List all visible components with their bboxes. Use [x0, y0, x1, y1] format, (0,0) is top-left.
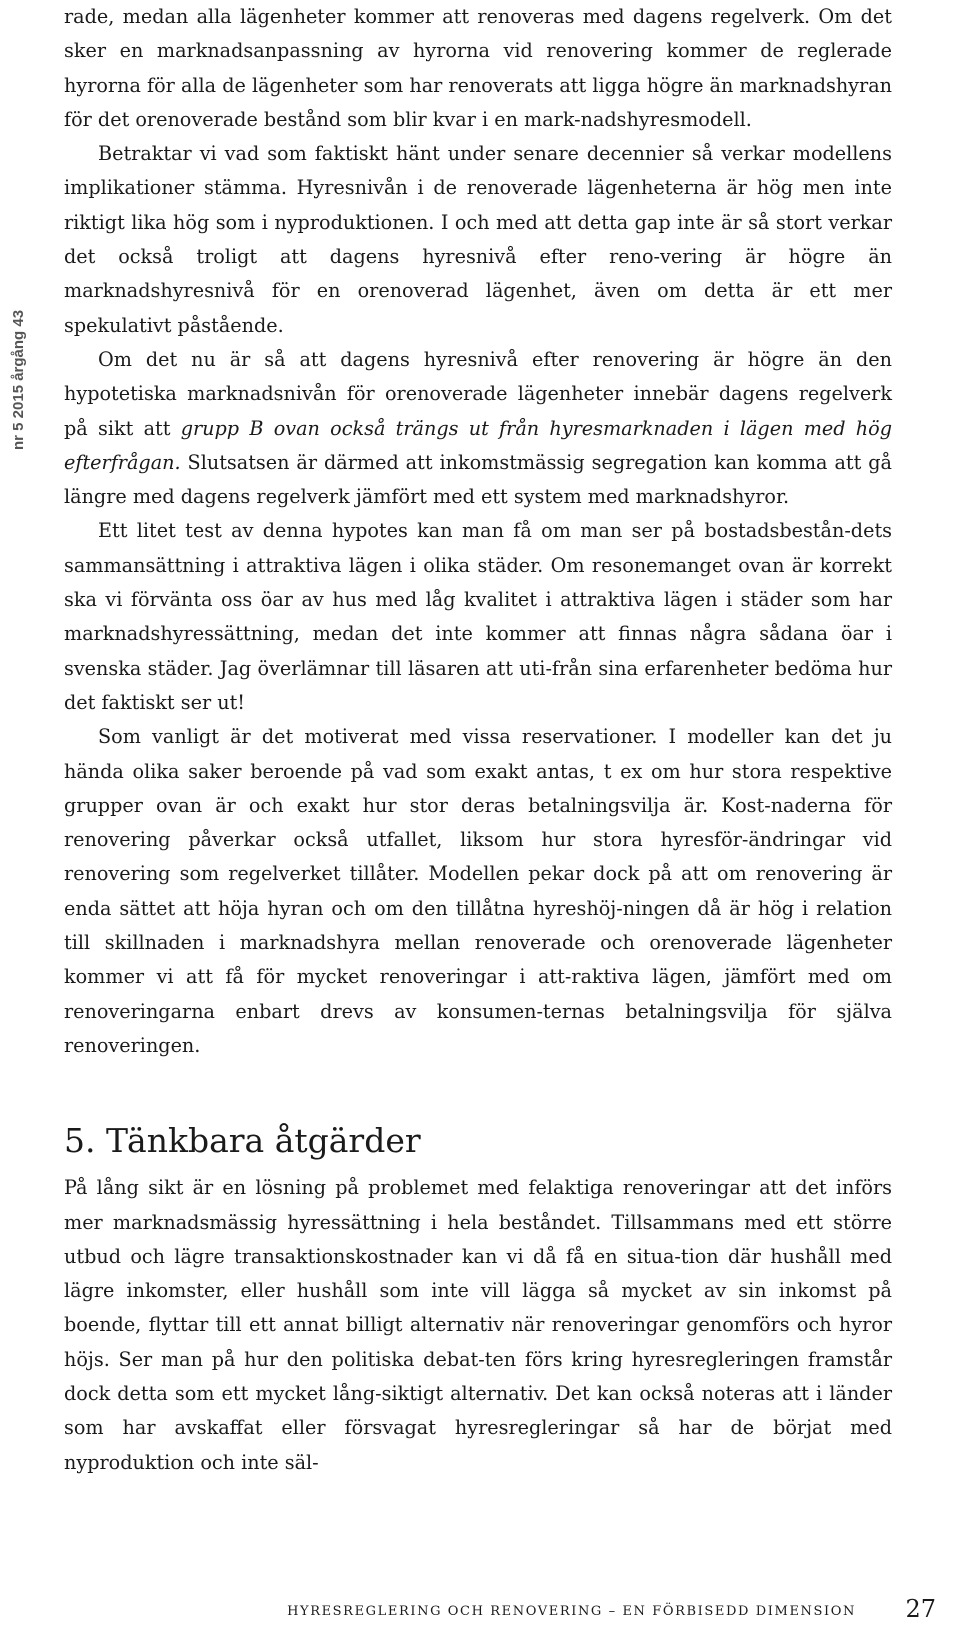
article-body — [64, 0, 892, 1480]
paragraph-3-start: Om det nu är så att dagens hyresnivå efter renovering är högre än den hypotetiska marknadsnivån för orenoverade lägenheter innebär dagens regelverk på sikt att — [64, 347, 892, 440]
section-heading: 5. Tänkbara åtgärder — [64, 1121, 421, 1161]
running-title: HYRESREGLERING OCH RENOVERING – EN FÖRBISEDD DIMENSION — [287, 1604, 856, 1619]
section-spacer — [64, 1063, 892, 1115]
paragraph-4: Ett litet test av denna hypotes kan man få om man ser på bostadsbestån-dets sammansättning i attraktiva lägen i olika städer. Om resonemanget ovan är korrekt ska vi förvänta oss öar av hus med låg kvalitet i attraktiva lägen i städer som har marknadshyressättning, medan det inte kommer att finnas några sådana öar i svenska städer. Jag överlämnar till läsaren att uti-från sina erfarenheter bedöma hur det faktiskt ser ut! — [64, 519, 892, 714]
paragraph-3-end: Slutsatsen är därmed att inkomstmässig segregation kan komma att gå längre med dagens regelverk jämfört med ett system med marknadshyror. — [64, 450, 892, 509]
paragraph-2: Betraktar vi vad som faktiskt hänt under senare decennier så verkar modellens implikationer stämma. Hyresnivån i de renoverade lägenheterna är hög men inte riktigt lika hög som i nyproduktionen. I och med att detta gap inte är så stort verkar det också troligt att dagens hyresnivå efter reno-vering är högre än marknadshyresnivå för en orenoverad lägenhet, även om detta är ett mer spekulativt påstående. — [64, 142, 892, 337]
paragraph-3-emphasis: grupp B ovan också trängs ut från hyresmarknaden i lägen med hög efterfrågan. — [64, 416, 892, 474]
paragraph-3 — [64, 343, 892, 514]
section-paragraph: På lång sikt är en lösning på problemet med felaktiga renoveringar att det införs mer marknadsmässig hyressättning i hela beståndet. Tillsammans med ett större utbud och lägre transaktionskostnader kan vi då få en situa-tion där hushåll med lägre inkomster, eller hushåll som inte vill lägga så mycket av sin inkomst på boende, flyttar till ett annat billigt alternativ när renoveringar genomförs och hyror höjs. Ser man på hur den politiska debat-ten förs kring hyresregleringen framstår dock detta som ett mycket lång-siktigt alternativ. Det kan också noteras att i länder som har avskaffat eller försvagat hyresregleringar så har de börjat med nyproduktion och inte säl- — [64, 1176, 892, 1474]
page-footer — [287, 1589, 960, 1623]
page-number: 27 — [905, 1595, 936, 1623]
paragraph-5: Som vanligt är det motiverat med vissa reservationer. I modeller kan det ju hända olika saker beroende på vad som exakt antas, t ex om hur stora respektive grupper ovan är och exakt hur stor deras betalningsvilja är. Kost-naderna för renovering påverkar också utfallet, liksom hur stora hyresför-ändringar vid renovering som regelverket tillåter. Modellen pekar dock på att om renovering är enda sättet att höja hyran och om den tillåtna hyreshöj-ningen då är hög i relation till skillnaden i marknadshyra mellan renoverade och orenoverade lägenheter kommer vi att få för mycket renoveringar i att-raktiva lägen, jämfört med om renoveringarna enbart drevs av konsumen-ternas betalningsvilja för själva renoveringen. — [64, 725, 892, 1057]
paragraph-1: rade, medan alla lägenheter kommer att renoveras med dagens regelverk. Om det sker en marknadsanpassning av hyrorna vid renovering kommer de reglerade hyrorna för alla de lägenheter som har renoverats att ligga högre än marknadshyran för det orenoverade bestånd som blir kvar i en mark-nadshyresmodell. — [64, 5, 892, 131]
journal-issue-label: nr 5 2015 årgång 43 — [10, 309, 27, 450]
